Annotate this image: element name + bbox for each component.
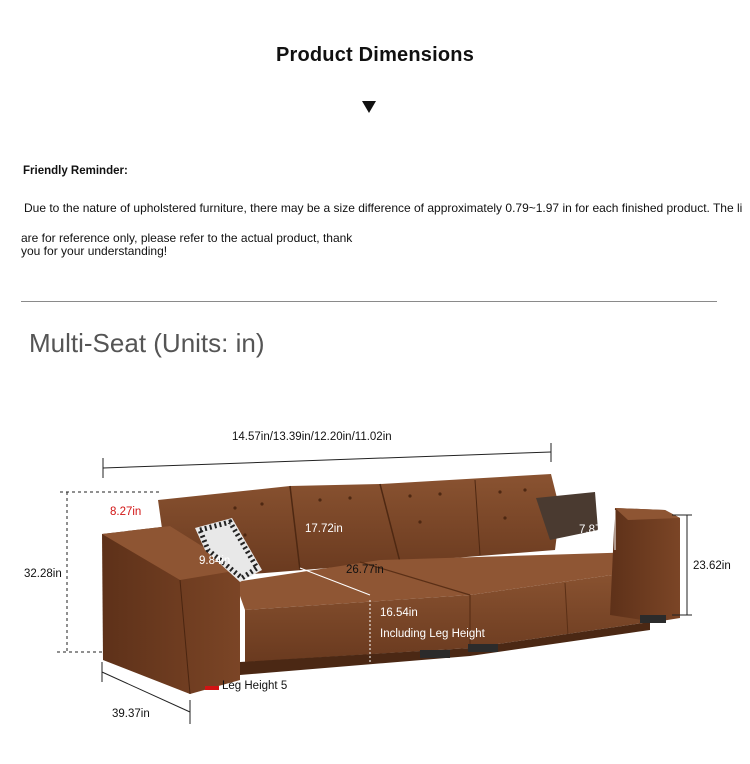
total-height-label: 32.28in bbox=[24, 568, 62, 580]
reminder-title: Friendly Reminder: bbox=[23, 165, 128, 177]
seat-depth-label: 17.72in bbox=[305, 523, 343, 535]
sofa-illustration bbox=[0, 400, 750, 759]
sofa-right-arm bbox=[610, 508, 680, 622]
divider bbox=[21, 301, 717, 302]
leg-height-label: Leg Height 5 bbox=[222, 680, 288, 692]
page-title: Product Dimensions bbox=[275, 44, 475, 66]
pillow-size-label: 7.87in bbox=[579, 524, 611, 536]
depth-label: 39.37in bbox=[112, 708, 150, 720]
section-title: Multi-Seat (Units: in) bbox=[29, 328, 265, 358]
seat-height-label: 16.54in bbox=[380, 607, 418, 619]
down-arrow-icon bbox=[362, 101, 376, 113]
sofa-dimension-diagram bbox=[0, 400, 750, 759]
seat-height-note: Including Leg Height bbox=[380, 628, 485, 640]
arm-height-label: 23.62in bbox=[693, 560, 731, 572]
arm-width-label: 9.84in bbox=[199, 555, 231, 567]
back-height-label: 8.27in bbox=[110, 506, 142, 518]
reminder-text-1: Due to the nature of upholstered furniture, there may be a size difference of approximately 0.79~1.97 in for each finished product. The li bbox=[24, 201, 743, 215]
reminder-text-2: are for reference only, please refer to the actual product, thank you for your understanding! bbox=[21, 231, 353, 258]
overall-length-label: 14.57in/13.39in/12.20in/11.02in bbox=[232, 431, 392, 443]
seat-width-label: 26.77in bbox=[346, 564, 384, 576]
